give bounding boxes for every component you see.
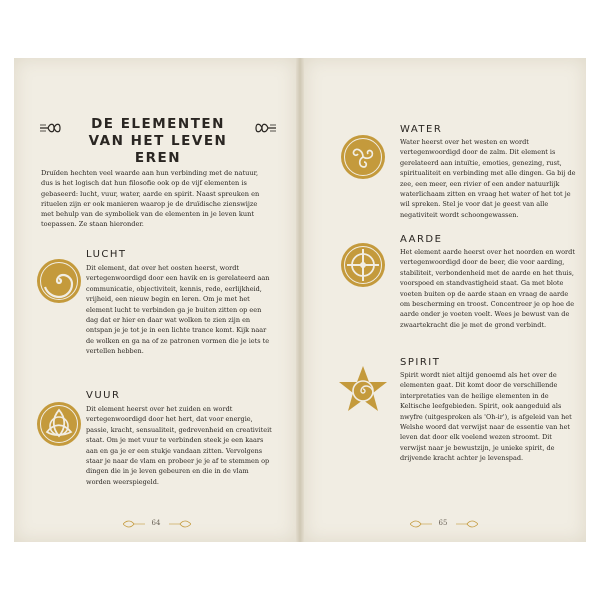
- heading-water: WATER: [400, 124, 443, 135]
- text-spirit-a: Spirit wordt niet altijd genoemd als het over de elementen gaat. Dit komt door de verschillende interpretaties van de heilige elementen in de Keltische leefgebieden. Spirit, ook aangeduid als nwyfre (uitgesproken als 'Oh-ir'), is afgeleid van het Welshe woord dat verwijst naar de essentie van het leven dat door elk voelend wezen stroomt.: [400, 371, 572, 442]
- air-spiral-icon: [35, 257, 83, 305]
- heading-spirit: SPIRIT: [400, 357, 441, 368]
- book-gutter: [296, 58, 304, 542]
- heading-aarde: AARDE: [400, 234, 443, 245]
- text-vuur: [86, 404, 272, 487]
- text-water-b: Ga bij de zee, een meer, een rivier of een ander natuurlijk waterlichaam zitten en vraag het water of het tot je wil spreken. Stel je voor dat je geest van alle negativiteit wordt schoongewassen.: [400, 169, 576, 219]
- page-title: [66, 116, 250, 167]
- text-aarde: [400, 247, 578, 330]
- folio-ornament-left-icon: [123, 520, 145, 528]
- text-lucht-a: Dit element, dat over het oosten heerst, wordt vertegenwoordigd door een havik en is gerelateerd aan communicatie, objectiviteit, kennis, rede, eerlijkheid, vrijheid, een nieuw begin en leren.: [86, 264, 270, 304]
- celtic-knot-left-icon: [40, 122, 62, 134]
- text-spirit-b: Dit verwijst naar je bewustzijn, je unieke spirit, de drijvende kracht achter je levenspad.: [400, 433, 555, 463]
- earth-cross-icon: [339, 241, 387, 289]
- text-lucht-b: Om je met het element lucht te verbinden ga je buiten zitten op een dag dat er hier en daar wat wolken te zien zijn en ontspan je je tot je in een lichte trance komt. Kijk naar de wolken en ga na of ze patronen vormen die je iets te vertellen hebben.: [86, 295, 270, 356]
- title-line-2: VAN HET LEVEN EREN: [88, 133, 228, 166]
- text-water-a: Water heerst over het westen en wordt vertegenwoordigd door de zalm. Dit element is gerelateerd aan intuïtie, emoties, genezing, rust, spiritualiteit en verbinding met alle dingen.: [400, 138, 562, 178]
- text-vuur-b: Om je met vuur te verbinden steek je een kaars aan en ga je er een stukje vandaan zitten. Vervolgens staar je naar de vlam en probeer je je af te stemmen op dingen die in je leven gebeuren en die in de vlam worden weerspiegeld.: [86, 436, 270, 486]
- intro-paragraph: Druïden hechten veel waarde aan hun verbinding met de natuur, dus is het logisch dat hun filosofie ook op de vijf elementen is gebaseerd: lucht, vuur, water, aarde en spirit. Naast spreuken en rituelen zijn er ook manieren waarop je de druïdische zienswijze met behulp van de symboliek van de elementen in je leven kunt toepassen. Ze staan hieronder.: [41, 169, 260, 229]
- spirit-pentacle-icon: [337, 364, 389, 416]
- heading-vuur: VUUR: [86, 390, 121, 401]
- folio-ornament-left-2-icon: [410, 520, 432, 528]
- title-line-1: DE ELEMENTEN: [91, 116, 225, 132]
- heading-lucht: LUCHT: [86, 249, 127, 260]
- water-triskele-icon: [339, 133, 387, 181]
- fire-triquetra-icon: [35, 400, 83, 448]
- text-aarde-b: Ga met blote voeten buiten op de aarde staan en vraag de aarde om bescherming en troost. Concentreer je op hoe de aarde onder je voeten voelt. Wees je bewust van de zwaartekracht die je met de grond verbindt.: [400, 279, 575, 329]
- text-spirit: [400, 370, 578, 464]
- text-water: [400, 137, 578, 220]
- page-number-left: 64: [151, 519, 161, 527]
- page-number-right: 65: [438, 519, 448, 527]
- celtic-knot-right-icon: [254, 122, 276, 134]
- folio-ornament-right-icon: [169, 520, 191, 528]
- text-aarde-a: Het element aarde heerst over het noorden en wordt vertegenwoordigd door de beer, die voor aarding, stabiliteit, verbondenheid met de aarde en het thuis, voorspoed en standvastigheid staat.: [400, 248, 575, 288]
- text-lucht: [86, 263, 272, 357]
- text-vuur-a: Dit element heerst over het zuiden en wordt vertegenwoordigd door het hert, dat voor energie, passie, kracht, sensualiteit, gedrevenheid en creativiteit staat.: [86, 405, 272, 445]
- folio-ornament-right-2-icon: [456, 520, 478, 528]
